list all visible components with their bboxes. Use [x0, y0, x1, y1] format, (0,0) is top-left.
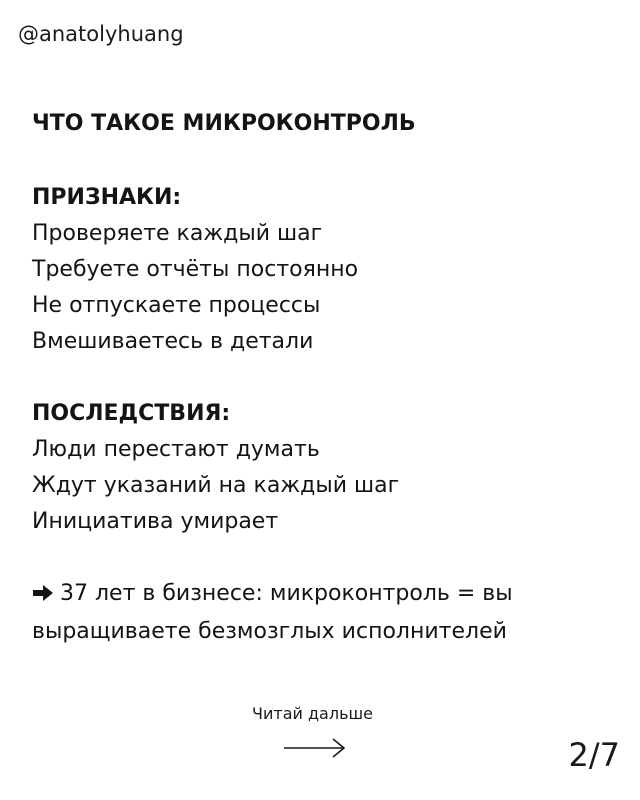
signs-item: Проверяете каждый шаг: [32, 221, 323, 246]
signs-heading: ПРИЗНАКИ:: [32, 185, 182, 210]
spacer: [32, 540, 612, 576]
signs-item: Требуете отчёты постоянно: [32, 257, 359, 282]
spacer: [32, 360, 612, 396]
consequences-item: Инициатива умирает: [32, 509, 279, 534]
conclusion-text-1: 37 лет в бизнесе: микроконтроль = вы: [60, 581, 513, 606]
read-more-label[interactable]: Читай дальше: [252, 704, 373, 723]
consequences-item: Ждут указаний на каждый шаг: [32, 473, 400, 498]
conclusion-line-2: выращиваете безмозглых исполнителей: [32, 619, 507, 644]
spacer: [32, 140, 612, 180]
slide-title: ЧТО ТАКОЕ МИКРОКОНТРОЛЬ: [32, 111, 416, 136]
page-indicator: 2/7: [568, 736, 620, 774]
right-arrow-icon: [32, 578, 54, 614]
consequences-heading: ПОСЛЕДСТВИЯ:: [32, 401, 231, 426]
account-handle: @anatolyhuang: [18, 22, 184, 46]
signs-item: Не отпускаете процессы: [32, 293, 321, 318]
signs-item: Вмешиваетесь в детали: [32, 329, 314, 354]
long-right-arrow-icon[interactable]: [284, 737, 346, 759]
conclusion-line-1: [32, 576, 612, 614]
slide-content: [32, 108, 612, 650]
consequences-item: Люди перестают думать: [32, 437, 320, 462]
